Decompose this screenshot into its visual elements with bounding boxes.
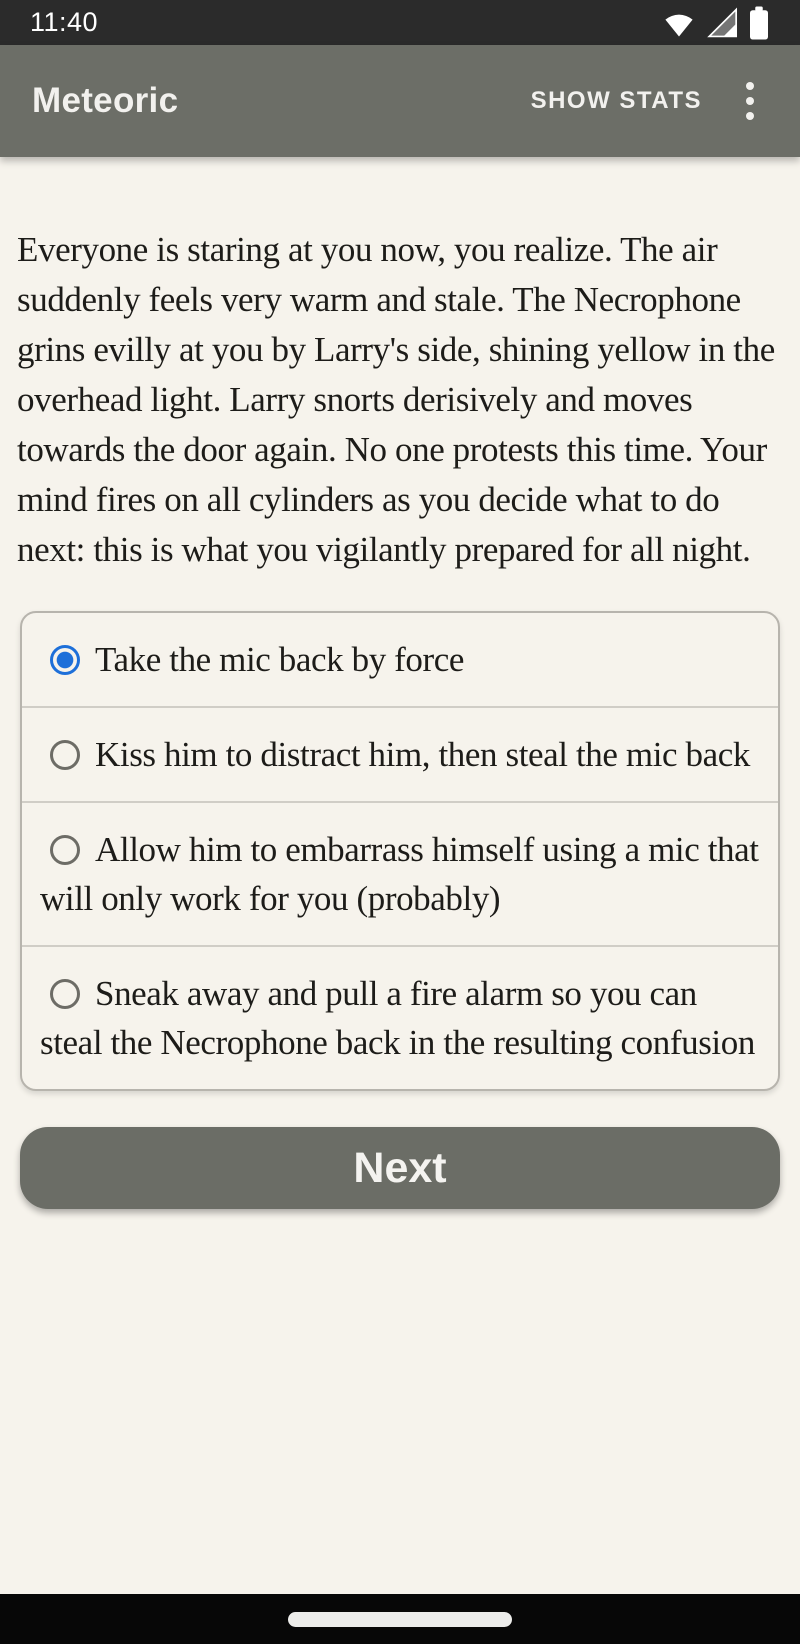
kebab-dot <box>746 82 754 90</box>
app-bar <box>0 45 800 157</box>
choice-label: Allow him to embarrass himself using a mic that will only work for you (probably) <box>40 830 759 918</box>
kebab-dot <box>746 112 754 120</box>
radio-button-selected-icon[interactable] <box>50 645 80 675</box>
show-stats-button[interactable]: SHOW STATS <box>517 77 716 125</box>
choice-label: Sneak away and pull a fire alarm so you can steal the Necrophone back in the resulting confusion <box>40 974 755 1062</box>
choice-list <box>20 611 780 1091</box>
status-bar <box>0 0 800 45</box>
choice-option-2[interactable] <box>22 706 778 801</box>
page-title: Meteoric <box>32 81 179 120</box>
wifi-icon <box>662 6 696 40</box>
story-paragraph: Everyone is staring at you now, you realize. The air suddenly feels very warm and stale. The Necrophone grins evilly at you by Larry's side, shining yellow in the overhead light. Larry snorts derisively and moves towards the door again. No one protests this time. Your mind fires on all cylinders as you decide what to do next: this is what you vigilantly prepared for all night. <box>17 230 775 569</box>
battery-icon <box>748 5 770 41</box>
system-navigation-bar <box>0 1594 800 1644</box>
kebab-dot <box>746 97 754 105</box>
story-content <box>0 157 800 1209</box>
choice-label: Take the mic back by force <box>95 640 465 679</box>
clock: 11:40 <box>30 7 99 37</box>
radio-button-icon[interactable] <box>50 835 80 865</box>
choice-option-1[interactable] <box>22 613 778 706</box>
choice-option-3[interactable] <box>22 801 778 945</box>
radio-button-icon[interactable] <box>50 979 80 1009</box>
cellular-signal-icon <box>705 6 739 40</box>
status-icons <box>662 5 770 41</box>
next-button[interactable]: Next <box>20 1127 780 1209</box>
radio-button-icon[interactable] <box>50 740 80 770</box>
kebab-menu-icon[interactable] <box>726 69 774 133</box>
gesture-pill-handle[interactable] <box>288 1612 512 1627</box>
choice-label: Kiss him to distract him, then steal the mic back <box>95 735 750 774</box>
choice-option-4[interactable] <box>22 945 778 1089</box>
